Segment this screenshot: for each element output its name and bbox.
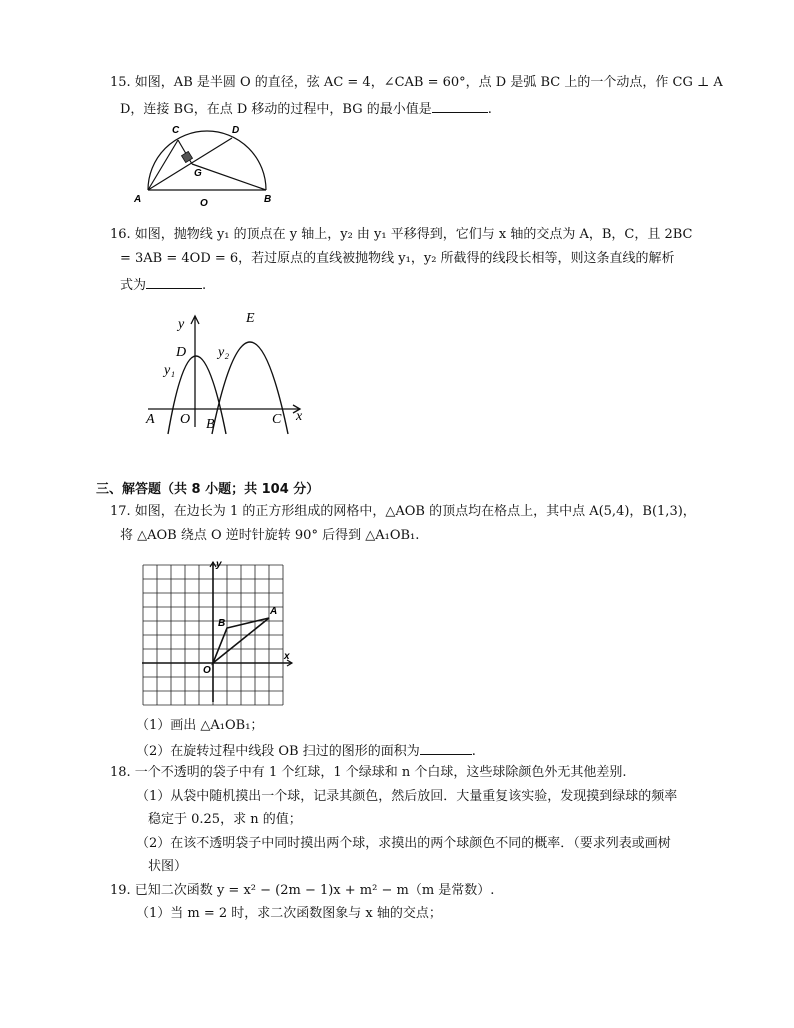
q18-sub1b: 稳定于 0.25，求 n 的值； (148, 812, 302, 827)
q16-label-y1: y₁ (164, 363, 176, 378)
q16-parabola-y1 (168, 356, 226, 434)
q19-line1: 19. 已知二次函数 y = x² − (2m − 1)x + m² − m（m 是常数）. (110, 883, 495, 898)
q15-AC (148, 140, 178, 190)
q16-label-y2: y₂ (218, 345, 230, 360)
q17-line1: 17. 如图，在边长为 1 的正方形组成的网格中，△AOB 的顶点均在格点上，其中点 A(5,4)，B(1,3)， (110, 504, 696, 519)
q16-label-y: y (178, 317, 185, 332)
q18-sub2b: 状图） (148, 859, 188, 874)
q17-label-A: A (270, 606, 278, 617)
q19-sub1: （1）当 m = 2 时，求二次函数图象与 x 轴的交点； (136, 906, 442, 921)
q16-line2: = 3AB = 4OD = 6，若过原点的直线被抛物线 y₁，y₂ 所截得的线段长相等，则这条直线的解析 (120, 251, 675, 266)
q15-label-O: O (200, 198, 208, 209)
q16-line1: 16. 如图，抛物线 y₁ 的顶点在 y 轴上，y₂ 由 y₁ 平移得到，它们与 x 轴的交点为 A，B，C，且 2BC (110, 227, 693, 242)
q15-line2-text: D，连接 BG，在点 D 移动的过程中，BG 的最小值是 (120, 102, 432, 117)
q16-label-A: A (146, 412, 155, 427)
q18-sub1a: （1）从袋中随机摸出一个球，记录其颜色，然后放回．大量重复该实验，发现摸到绿球的频率 (136, 789, 678, 804)
q16-label-O: O (180, 412, 191, 427)
q15-label-B: B (264, 194, 272, 205)
q15-GB (192, 164, 266, 190)
q15-answer-blank (432, 98, 488, 113)
q16-line3 (120, 274, 206, 295)
q17-line2: 将 △AOB 绕点 O 逆时针旋转 90° 后得到 △A₁OB₁. (120, 528, 420, 543)
q16-label-C: C (272, 412, 282, 427)
q17-label-B: B (218, 618, 226, 629)
q15-label-C: C (172, 125, 180, 136)
section3-heading: 三、解答题（共 8 小题；共 104 分） (96, 482, 320, 497)
q16-label-B: B (206, 417, 215, 432)
q18-line1: 18. 一个不透明的袋子中有 1 个红球，1 个绿球和 n 个白球，这些球除颜色外无其他差别. (110, 765, 627, 780)
q16-line3-text: 式为 (120, 278, 147, 293)
q16-figure (140, 302, 320, 436)
q15-end: . (487, 102, 492, 117)
q17-sub2 (136, 740, 476, 761)
q17-sub1: （1）画出 △A₁OB₁； (136, 718, 264, 733)
q15-label-G: G (194, 168, 202, 179)
q15-line1: 15. 如图，AB 是半圆 O 的直径，弦 AC = 4，∠CAB = 60°，点 D 是弧 BC 上的一个动点，作 CG ⊥ A (110, 75, 723, 90)
q17-grid-figure (136, 556, 300, 706)
q15-label-D: D (232, 125, 240, 136)
q16-label-D: D (176, 345, 187, 360)
q18-sub2a: （2）在该不透明袋子中同时摸出两个球，求摸出的两个球颜色不同的概率．（要求列表或画树 (136, 836, 671, 851)
q15-line2 (120, 98, 492, 119)
q15-figure (128, 118, 288, 210)
q15-AD (148, 138, 232, 190)
q16-label-x: x (296, 409, 303, 424)
q16-answer-blank (146, 274, 202, 289)
q17-answer-blank (420, 740, 472, 755)
q17-label-y: y (216, 559, 222, 570)
q17-sub2-end: . (471, 744, 476, 759)
q17-sub2-text: （2）在旋转过程中线段 OB 扫过的图形的面积为 (136, 744, 420, 759)
q15-label-A: A (134, 194, 142, 205)
q16-label-E: E (246, 311, 255, 326)
q17-label-x: x (284, 651, 290, 662)
q16-end: . (202, 278, 207, 293)
q17-label-O: O (203, 665, 211, 676)
